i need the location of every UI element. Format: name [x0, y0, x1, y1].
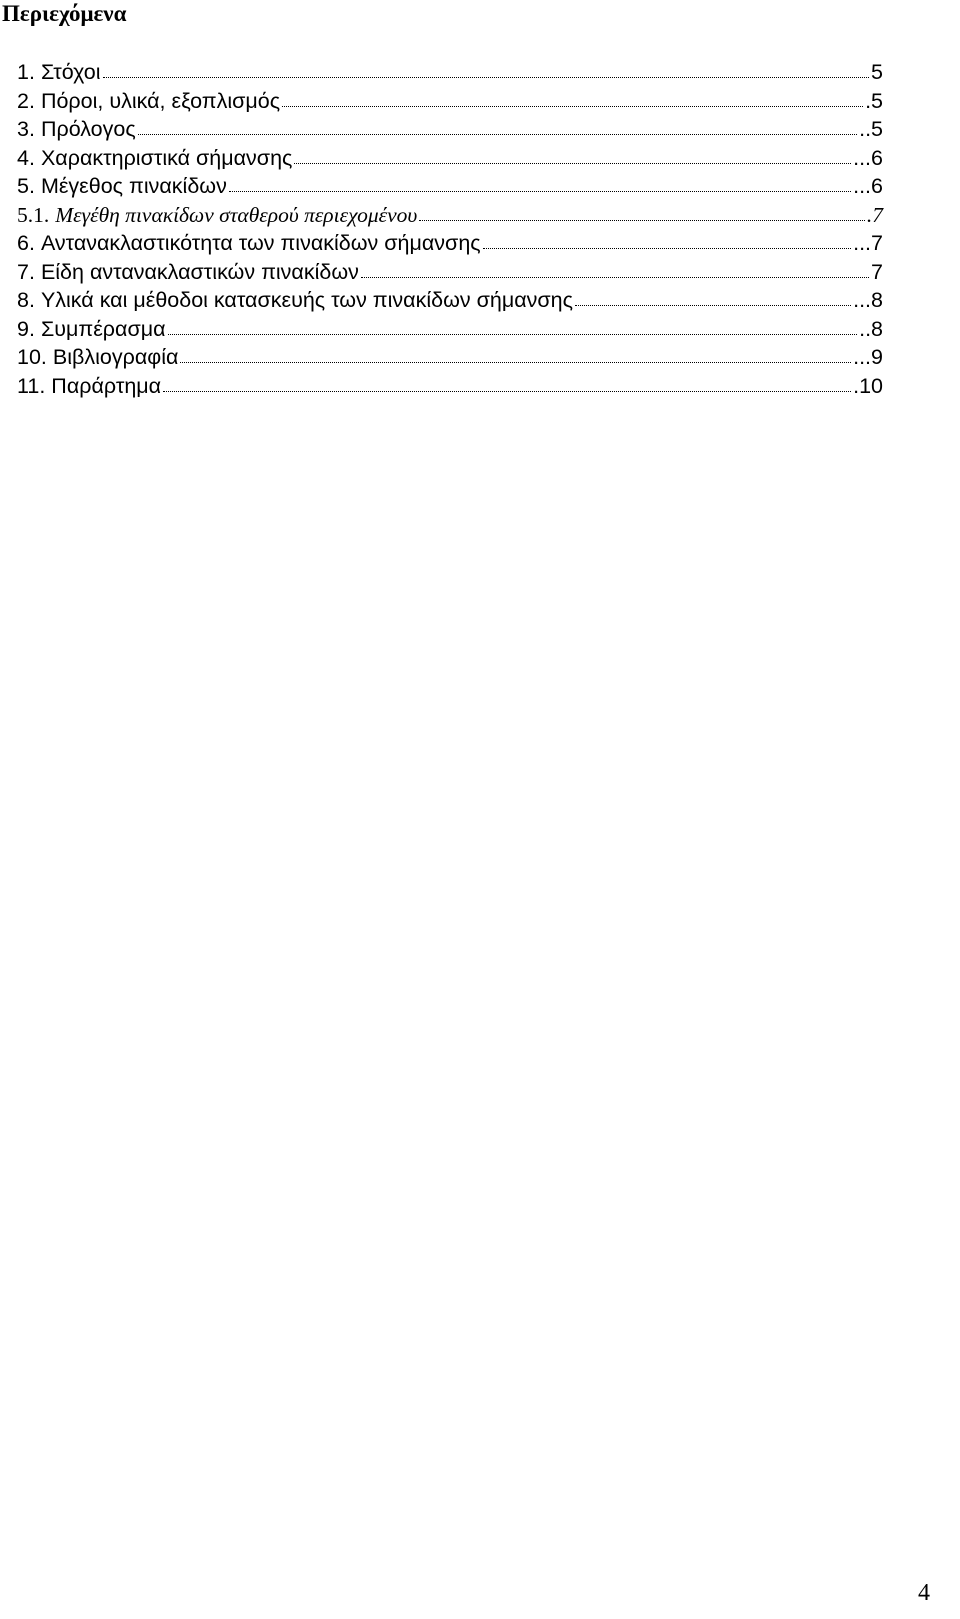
toc-dot-leader	[180, 362, 851, 363]
toc-heading: Περιεχόμενα	[2, 1, 127, 26]
toc-entry-number: 1.	[17, 60, 35, 84]
toc-entry-title: Χαρακτηριστικά σήμανσης	[40, 145, 293, 170]
toc-dot-leader	[103, 77, 870, 78]
toc-entry-title: Βιβλιογραφία	[52, 345, 179, 369]
toc-entry-title: Πόροι, υλικά, εξοπλισμός	[40, 88, 281, 113]
toc-list	[17, 58, 883, 400]
toc-entry-number: 4.	[17, 145, 35, 170]
toc-dot-leader	[361, 277, 869, 278]
toc-entry-page: 5	[871, 60, 883, 84]
toc-entry-title: Αντανακλαστικότητα των πινακίδων σήμανσης	[40, 231, 481, 255]
toc-entry[interactable]	[17, 315, 883, 344]
toc-entry[interactable]	[17, 172, 883, 201]
toc-entry[interactable]	[17, 115, 883, 144]
toc-entry-page: .10	[853, 373, 883, 398]
toc-entry-title: Πρόλογος	[40, 117, 136, 141]
toc-entry-number: 3.	[17, 117, 35, 141]
toc-entry[interactable]	[17, 58, 883, 87]
toc-dot-leader	[138, 134, 857, 135]
toc-entry-number: 10.	[17, 345, 47, 369]
toc-entry-page: 7	[871, 259, 883, 284]
toc-entry[interactable]	[17, 229, 883, 258]
toc-entry-page: .5	[865, 88, 883, 113]
toc-entry-number: 5.1.	[17, 202, 50, 227]
toc-entry-title: Υλικά και μέθοδοι κατασκευής των πινακίδων σήμανσης	[40, 288, 573, 312]
toc-entry-number: 2.	[17, 88, 35, 113]
toc-entry[interactable]	[17, 343, 883, 372]
toc-entry-title: Μέγεθος πινακίδων	[40, 174, 227, 198]
toc-entry[interactable]	[17, 286, 883, 315]
toc-dot-leader	[483, 248, 851, 249]
toc-entry-number: 7.	[17, 259, 35, 284]
toc-entry-page: ..8	[859, 316, 883, 341]
toc-entry-number: 6.	[17, 231, 35, 255]
toc-entry-title: Είδη αντανακλαστικών πινακίδων	[40, 259, 359, 284]
toc-entry-page: ...9	[853, 345, 883, 369]
toc-dot-leader	[294, 163, 851, 164]
toc-entry-title: Στόχοι	[40, 60, 101, 84]
toc-entry[interactable]	[17, 87, 883, 116]
toc-entry-number: 11.	[17, 373, 46, 398]
toc-entry-page: ..5	[859, 117, 883, 141]
toc-dot-leader	[282, 106, 863, 107]
toc-subentry[interactable]	[17, 201, 883, 230]
toc-dot-leader	[168, 334, 858, 335]
toc-dot-leader	[575, 305, 851, 306]
toc-entry-title: Συμπέρασμα	[40, 316, 166, 341]
toc-entry-title: Μεγέθη πινακίδων σταθερού περιεχομένου	[55, 202, 418, 227]
toc-entry-number: 9.	[17, 316, 35, 341]
toc-entry-page: ...7	[853, 231, 883, 255]
toc-entry[interactable]	[17, 372, 883, 401]
toc-entry-number: 5.	[17, 174, 35, 198]
toc-entry-page: ...6	[853, 174, 883, 198]
toc-entry[interactable]	[17, 258, 883, 287]
toc-dot-leader	[163, 391, 851, 392]
toc-entry-page: ...8	[853, 288, 883, 312]
toc-entry-number: 8.	[17, 288, 35, 312]
toc-dot-leader	[229, 191, 851, 192]
toc-entry-title: Παράρτημα	[51, 373, 162, 398]
toc-dot-leader	[419, 220, 865, 221]
toc-entry[interactable]	[17, 144, 883, 173]
page-number: 4	[918, 1580, 930, 1606]
toc-entry-page: .7	[866, 202, 883, 227]
toc-entry-page: ...6	[853, 145, 883, 170]
